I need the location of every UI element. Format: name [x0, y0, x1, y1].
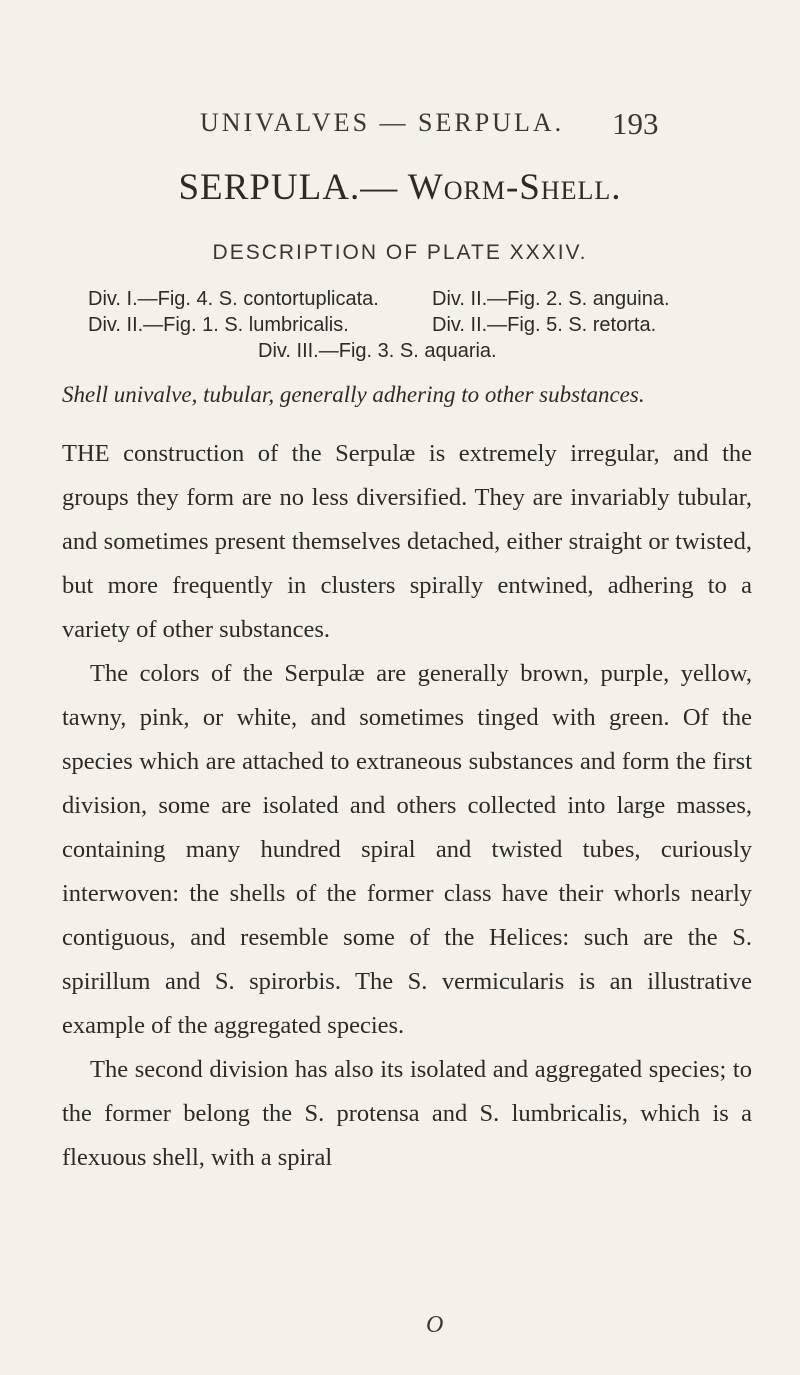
page-title [0, 166, 800, 209]
body-text [62, 432, 752, 1180]
figure-entry: Div. I.—Fig. 4. S. contortuplicata. [88, 288, 379, 310]
paragraph: The colors of the Serpulæ are generally brown, purple, yellow, tawny, pink, or white, and sometimes tinged with green. Of the species which are attached to extraneous substances and form the first division, some are isolated and others collected into large masses, containing many hundred spiral and twisted tubes, curiously interwoven: the shells of the former class have their whorls nearly contiguous, and resemble some of the Helices: such are the S. spirillum and S. spirorbis. The S. vermicularis is an illustrative example of the aggregated species. [62, 660, 752, 1039]
figure-entry: Div. II.—Fig. 1. S. lumbricalis. [88, 314, 349, 336]
signature-mark: O [426, 1312, 444, 1338]
genus-name: SERPULA. [178, 167, 361, 208]
figure-entry: Div. II.—Fig. 2. S. anguina. [432, 288, 670, 310]
paragraph: The second division has also its isolated and aggregated species; to the former belong the S. protensa and S. lumbricalis, which is a flexuous shell, with a spiral [62, 1056, 752, 1171]
common-name: — Worm-Shell. [360, 167, 622, 208]
running-title: UNIVALVES — SERPULA. [200, 108, 565, 137]
figure-entry: Div. II.—Fig. 5. S. retorta. [432, 314, 657, 336]
figure-entry: Div. III.—Fig. 3. S. aquaria. [258, 340, 497, 362]
genus-summary: Shell univalve, tubular, generally adhering to other substances. [62, 382, 645, 407]
plate-heading: DESCRIPTION OF PLATE XXXIV. [212, 241, 588, 264]
paragraph: THE construction of the Serpulæ is extremely irregular, and the groups they form are no less diversified. They are invariably tubular, and sometimes present themselves detached, either straight or twisted, but more frequently in clusters spirally entwined, adhering to a variety of other substances. [62, 440, 752, 643]
page-number: 193 [612, 106, 659, 141]
running-head [0, 106, 800, 146]
